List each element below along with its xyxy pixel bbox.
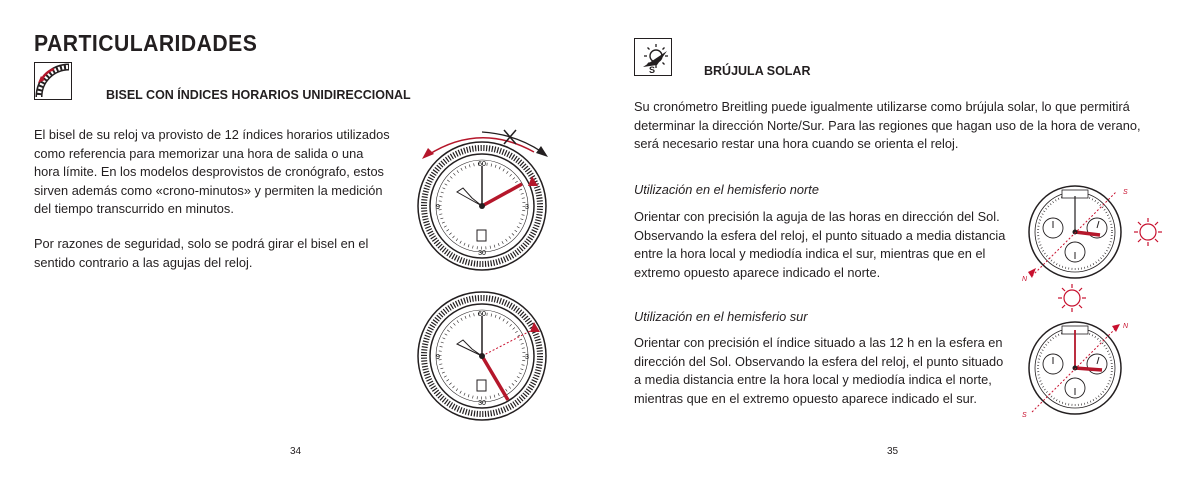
watch-dial-top <box>418 142 546 270</box>
text-line: extremo opuesto aparece indicado el norte. <box>634 264 881 280</box>
north-hemisphere-paragraph <box>634 208 1029 282</box>
sun-icon <box>1058 284 1086 312</box>
chronograph-dial <box>1029 186 1121 278</box>
text-line: El bisel de su reloj va provisto de 12 índices horarios utilizados <box>34 127 390 142</box>
bezel-label-right: 3 <box>525 354 529 361</box>
text-line: Orientar con precisión la aguja de las horas en dirección del Sol. <box>634 209 1000 224</box>
marker-label-b: N <box>1022 276 1028 283</box>
text-line: Por razones de seguridad, solo se podrá girar el bisel en el <box>34 236 369 251</box>
text-line: entre la hora local y mediodía indica el sur, mientras que en el <box>634 246 986 262</box>
sun-icon <box>1134 218 1162 246</box>
text-line: como referencia para memorizar una hora de salida o una <box>34 145 364 161</box>
chronograph-dial <box>1029 322 1121 414</box>
watch-dial-bottom <box>418 292 546 420</box>
text-line: del tiempo transcurrido en minutos. <box>34 201 234 217</box>
marker-label-a: N <box>1123 323 1129 330</box>
bezel-label-top: 60 <box>478 311 486 318</box>
marker-label-b: S <box>1022 412 1027 419</box>
marker-label-a: S <box>1123 189 1128 196</box>
page-number-left: 34 <box>290 446 302 457</box>
north-hemisphere-heading: Utilización en el hemisferio norte <box>634 182 819 197</box>
text-line: Orientar con precisión el índice situado a las 12 h en la esfera en <box>634 335 1003 350</box>
text-line: Observando la esfera del reloj, el punto situado a media distancia <box>634 227 1006 243</box>
text-line: dirección del Sol. Observando la esfera del reloj, el punto situado <box>634 353 1004 369</box>
icon-letter: S <box>648 65 656 75</box>
bezel-label-right: 3 <box>525 204 529 211</box>
text-line: sirven además como «crono-minutos» y permiten la medición <box>34 182 383 198</box>
text-line: hora límite. En los modelos desprovistos de cronógrafo, estos <box>34 164 384 180</box>
bezel-paragraph-1 <box>34 126 414 219</box>
north-hemisphere-illustration <box>1020 180 1180 290</box>
bezel-rotation-icon <box>34 62 72 100</box>
bezel-label-top: 60 <box>478 161 486 168</box>
bezel-watch-illustration <box>410 122 570 432</box>
section-title-bezel: BISEL CON ÍNDICES HORARIOS UNIDIRECCIONAL <box>106 88 411 102</box>
text-line: Su cronómetro Breitling puede igualmente utilizarse como brújula solar, lo que permitirá <box>634 99 1130 114</box>
text-line: será necesario restar una hora cuando se orienta el reloj. <box>634 136 959 152</box>
bezel-label-left: 9 <box>436 204 440 211</box>
south-hemisphere-illustration <box>1020 280 1180 420</box>
bezel-paragraph-2 <box>34 235 414 272</box>
page-number-right: 35 <box>887 446 899 457</box>
section-title-sun-compass: BRÚJULA SOLAR <box>704 64 811 78</box>
bezel-label-left: 9 <box>436 354 440 361</box>
south-hemisphere-heading: Utilización en el hemisferio sur <box>634 309 808 324</box>
page-title: PARTICULARIDADES <box>34 30 258 56</box>
bezel-label-bottom: 30 <box>478 250 486 257</box>
text-line: sentido contrario a las agujas del reloj. <box>34 254 253 270</box>
text-line: mientras que en el extremo opuesto aparece indicado el sur. <box>634 390 977 406</box>
south-hemisphere-paragraph <box>634 334 1029 408</box>
sun-compass-icon <box>634 38 672 76</box>
sun-compass-intro <box>634 98 1174 154</box>
text-line: determinar la dirección Norte/Sur. Para las regiones que hagan uso de la hora de verano, <box>634 117 1141 133</box>
bezel-label-bottom: 30 <box>478 400 486 407</box>
text-line: a media distancia entre la hora local y mediodía indica el norte, <box>634 372 992 388</box>
